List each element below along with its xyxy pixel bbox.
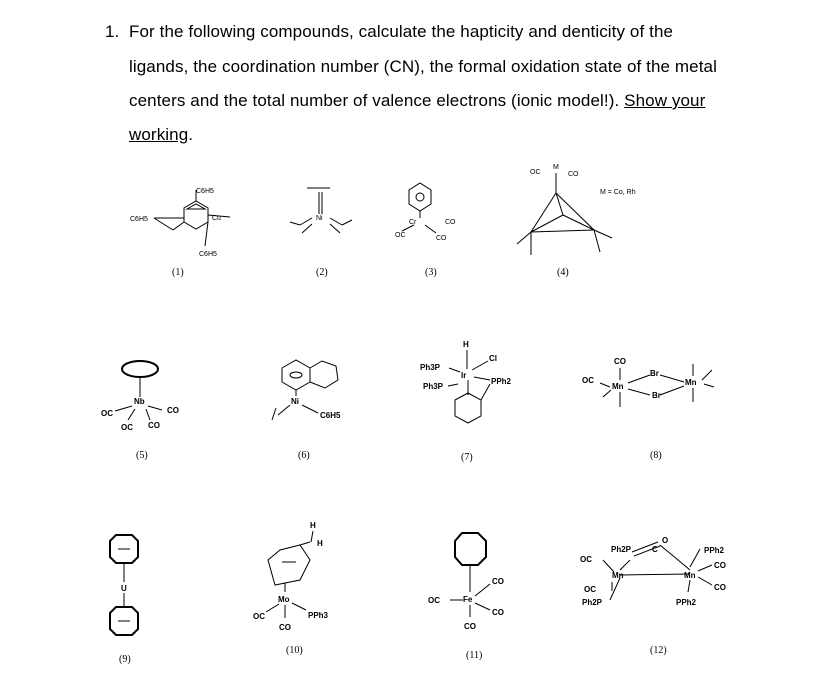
question-number: 1. — [105, 22, 120, 41]
oc-11: OC — [428, 596, 440, 605]
compound-label-11: (11) — [466, 650, 483, 661]
ni-atom-6: Ni — [291, 397, 299, 406]
compound-label-8: (8) — [650, 450, 662, 461]
metal-note: M = Co, Rh — [600, 189, 636, 196]
c6h5-bottom: C6H5 — [199, 251, 217, 258]
compound-3-structure — [395, 183, 456, 242]
nb-atom: Nb — [134, 397, 145, 406]
cl-atom: Cl — [489, 354, 497, 363]
working-underlined: working — [129, 125, 189, 144]
cr-atom: Cr — [409, 219, 417, 226]
u-atom: U — [121, 584, 127, 593]
question-line-2: ligands, the coordination number (CN), the formal oxidation state of the metal — [129, 57, 717, 76]
co-10: CO — [279, 623, 291, 632]
oc-bottom-5: OC — [121, 423, 133, 432]
ph3p-bottom: Ph3P — [423, 382, 444, 391]
mn-left-12: Mn — [612, 571, 624, 580]
bridge-o: O — [662, 536, 669, 545]
mn-left-8: Mn — [612, 382, 624, 391]
pph2-7: PPh2 — [491, 377, 512, 386]
question-line-1: For the following compounds, calculate the hapticity and denticity of the — [129, 22, 674, 41]
co-top-8: CO — [614, 357, 626, 366]
co-top-4: CO — [568, 171, 579, 178]
br-top: Br — [650, 369, 659, 378]
compound-10-structure — [253, 521, 329, 632]
compound-label-4: (4) — [557, 267, 569, 278]
compound-label-9: (9) — [119, 654, 131, 665]
co-right-3: CO — [445, 219, 456, 226]
pph3-10: PPh3 — [308, 611, 329, 620]
co-bottom-11: CO — [464, 622, 476, 631]
compound-8-structure — [582, 357, 714, 407]
c6h5-left: C6H5 — [130, 216, 148, 223]
compound-label-6: (6) — [298, 450, 310, 461]
co-top-12: CO — [714, 561, 726, 570]
compound-11-structure — [428, 533, 504, 631]
oc-left-3: OC — [395, 232, 406, 239]
compound-4-structure — [517, 164, 636, 255]
h-atom-7: H — [463, 340, 469, 349]
question-line-3-text: centers and the total number of valence electrons (ionic model!). — [129, 91, 625, 110]
cu-atom: Cu — [212, 215, 221, 222]
fe-atom: Fe — [463, 595, 473, 604]
ir-atom: Ir — [461, 371, 467, 380]
compound-2-structure — [290, 188, 352, 233]
bridge-c: C — [652, 545, 658, 554]
mn-right-8: Mn — [685, 378, 697, 387]
compound-label-1: (1) — [172, 267, 184, 278]
oc-10: OC — [253, 612, 265, 621]
co-bottom-3: CO — [436, 235, 447, 242]
h-right-10: H — [317, 539, 323, 548]
show-your-underlined: Show your — [624, 91, 706, 110]
c6h5-top: C6H5 — [196, 188, 214, 195]
co-bottom-5: CO — [148, 421, 160, 430]
co-bottom-12: CO — [714, 583, 726, 592]
oc-top-4: OC — [530, 169, 541, 176]
period: . — [188, 125, 194, 144]
ni-atom-2: Ni — [316, 215, 323, 222]
co-right-11: CO — [492, 608, 504, 617]
pph2-bottom: PPh2 — [676, 598, 697, 607]
compound-label-10: (10) — [286, 645, 303, 656]
compound-12-structure — [580, 536, 726, 607]
c6h5-6: C6H5 — [320, 411, 341, 420]
compound-7-structure — [420, 340, 512, 423]
compound-label-5: (5) — [136, 450, 148, 461]
compound-6-structure — [272, 360, 341, 420]
m-atom-4: M — [553, 164, 559, 171]
ph2p-bottom: Ph2P — [582, 598, 603, 607]
ph2p-top: Ph2P — [611, 545, 632, 554]
compound-9-structure — [110, 535, 138, 635]
co-right-5: CO — [167, 406, 179, 415]
mn-right-12: Mn — [684, 571, 696, 580]
oc-left-5: OC — [101, 409, 113, 418]
compound-1-structure — [130, 188, 230, 258]
compound-label-3: (3) — [425, 267, 437, 278]
h-top-10: H — [310, 521, 316, 530]
mo-atom: Mo — [278, 595, 290, 604]
compound-label-2: (2) — [316, 267, 328, 278]
br-bottom: Br — [652, 391, 661, 400]
compound-label-12: (12) — [650, 645, 667, 656]
compound-label-7: (7) — [461, 452, 473, 463]
compound-5-structure — [101, 361, 179, 432]
ph3p-top: Ph3P — [420, 363, 441, 372]
oc-top-12: OC — [580, 555, 592, 564]
co-top-11: CO — [492, 577, 504, 586]
oc-left-8: OC — [582, 376, 594, 385]
oc-bottom-12: OC — [584, 585, 596, 594]
pph2-top: PPh2 — [704, 546, 725, 555]
